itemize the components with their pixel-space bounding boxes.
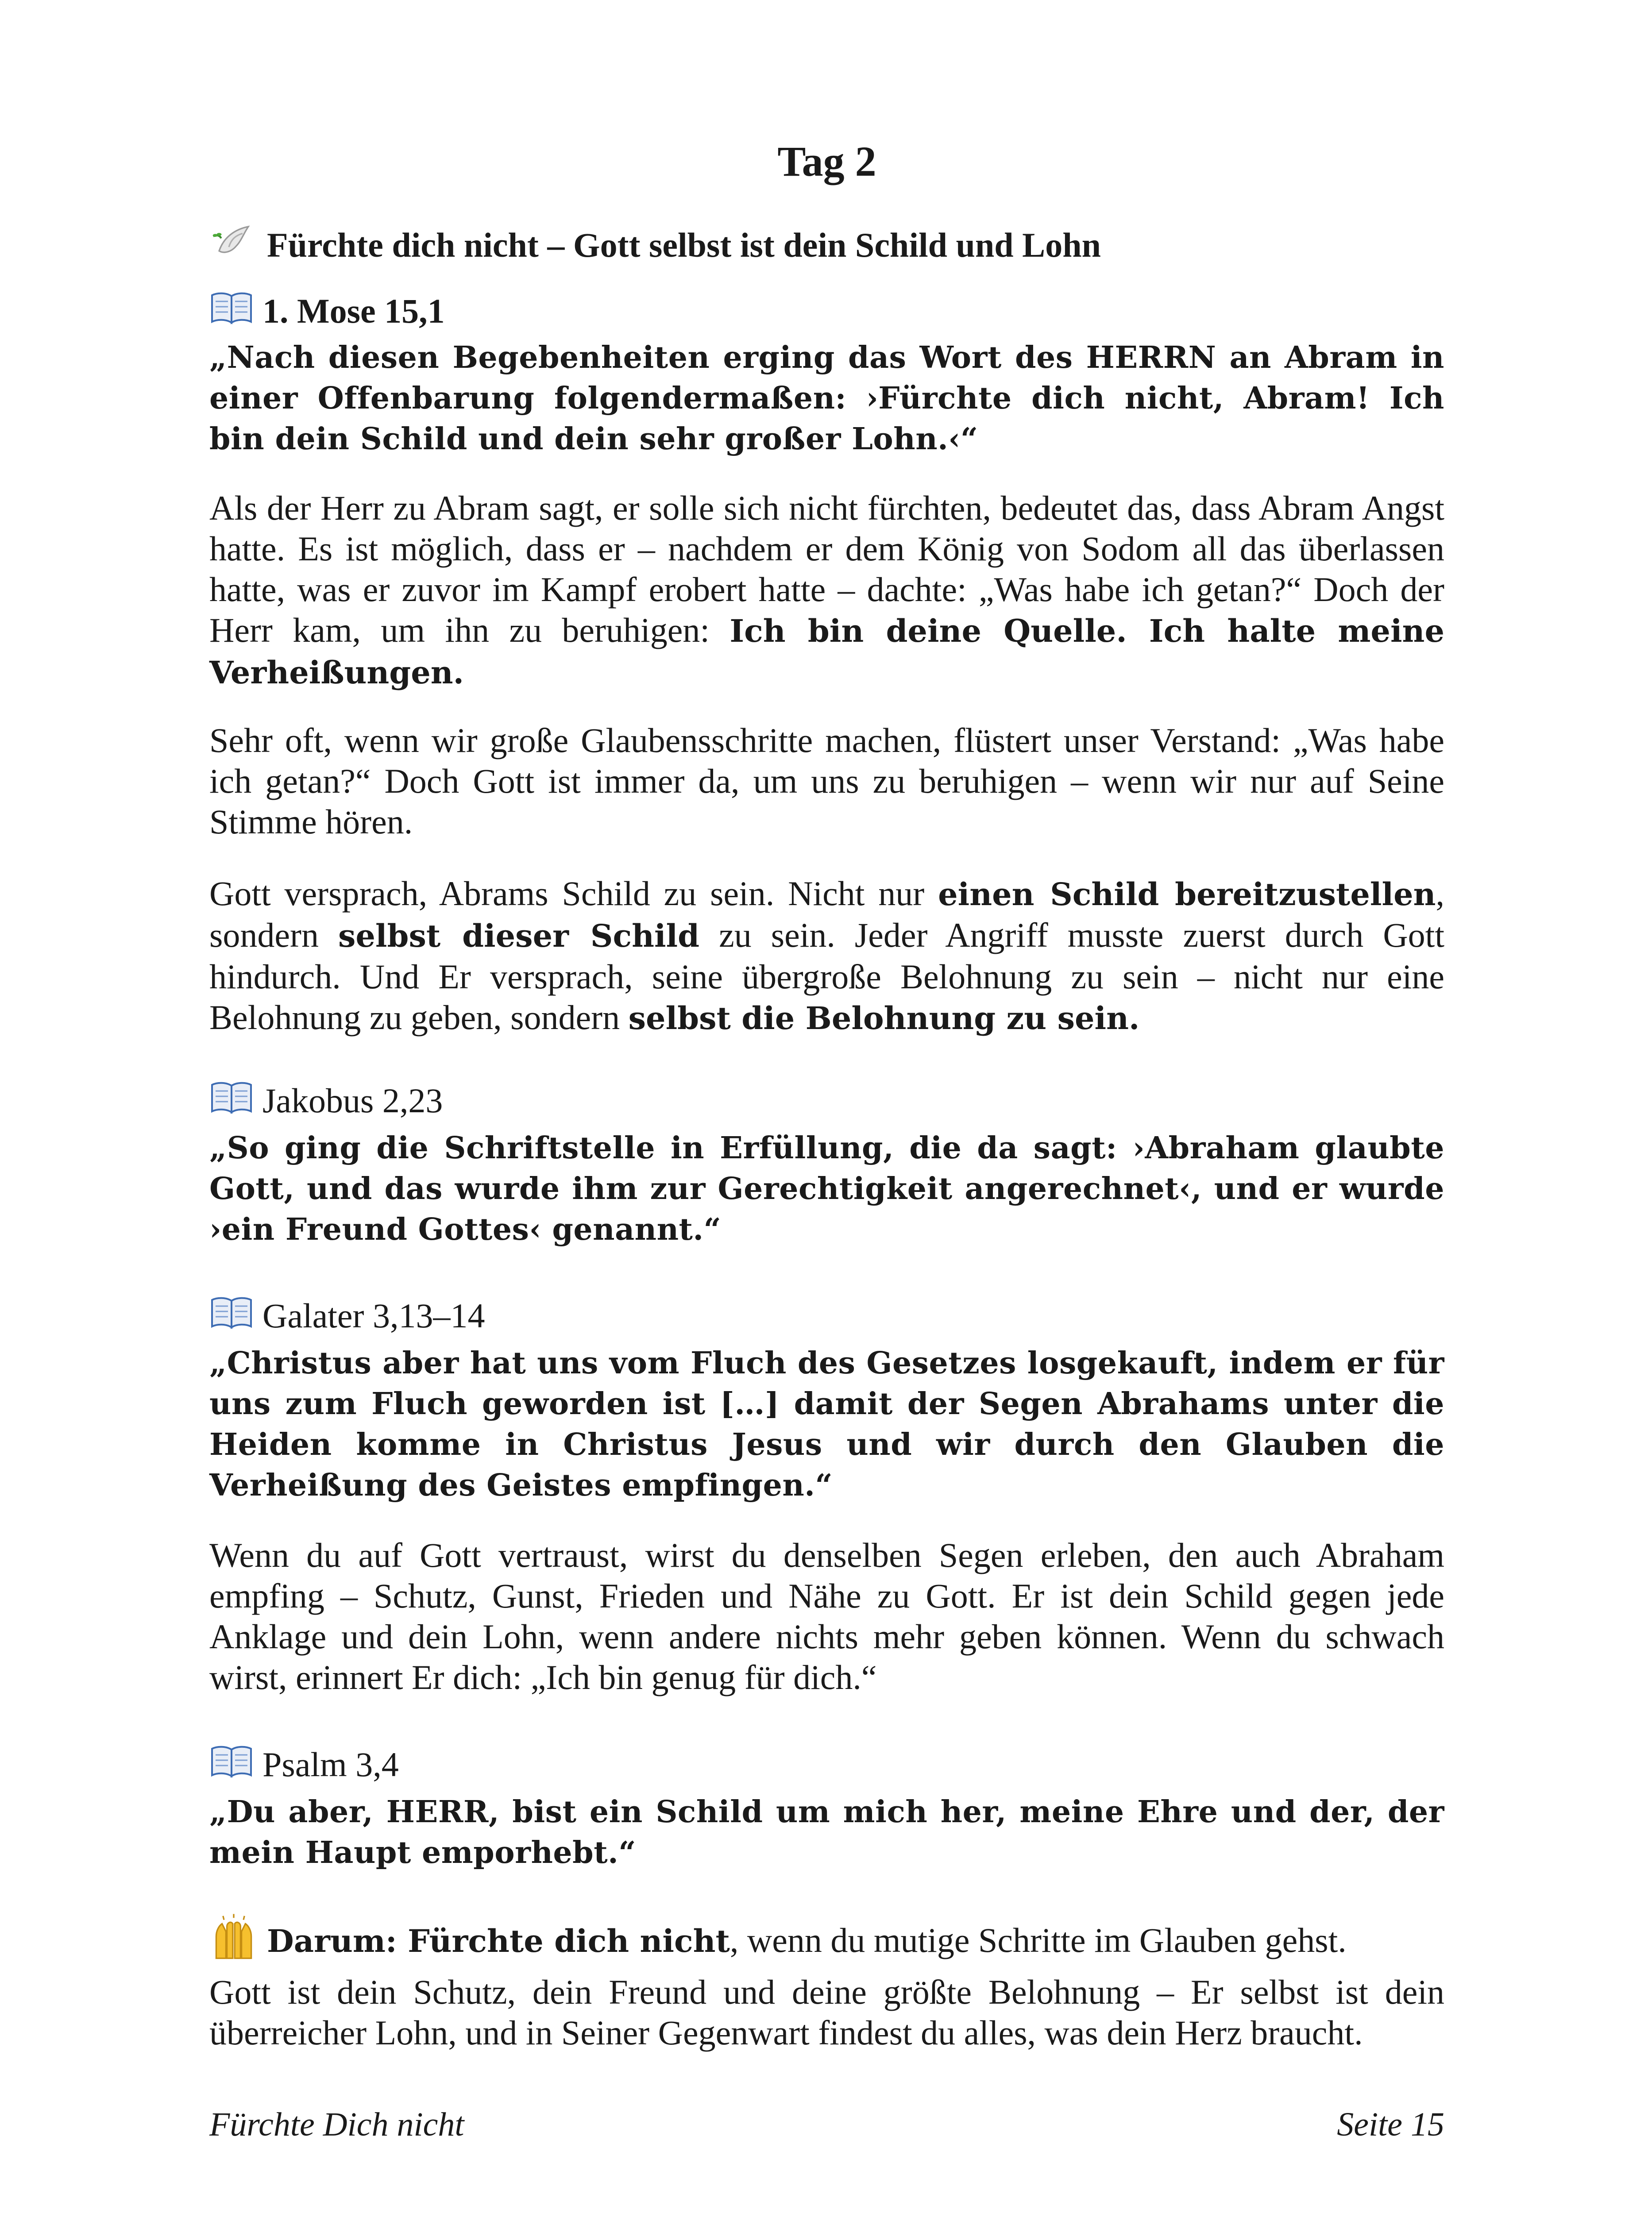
emphasis-text: selbst die Belohnung zu sein. — [628, 1000, 1140, 1037]
paragraph-text: zu sein. Jeder Angriff musste zuerst durch Gott hindurch. Und Er versprach, seine übergroße Belohnung zu sein – nicht nur eine Belohnung zu geben, sondern — [209, 916, 1444, 1037]
open-book-icon — [209, 290, 254, 339]
reference-jakobus — [209, 1076, 1444, 1129]
paragraph-text: , sondern — [209, 874, 1445, 954]
emphasis-text: Ich bin deine Quelle. Ich halte meine Verheißungen. — [209, 613, 1444, 691]
reference-text: Psalm 3,4 — [262, 1745, 399, 1784]
quote-mose: „Nach diesen Begebenheiten erging das Wort des HERRN an Abram in einer Offenbarung folgendermaßen: ›Fürchte dich nicht, Abram! Ich bin dein Schild und dein sehr großer Lohn.‹“ — [209, 340, 1444, 457]
day-title: Tag 2 — [777, 138, 876, 185]
subtitle-text: Fürchte dich nicht – Gott selbst ist dein Schild und Lohn — [267, 225, 1101, 264]
emphasis-text: selbst dieser Schild — [338, 918, 700, 954]
conclusion-paragraph: Gott ist dein Schutz, dein Freund und deine größte Belohnung – Er selbst ist dein überreicher Lohn, und in Seiner Gegenwart findest du alles, was dein Herz braucht. — [209, 1973, 1444, 2052]
conclusion-bold: Darum: Fürchte dich nicht — [267, 1922, 730, 1959]
footer-book-title: Fürchte Dich nicht — [209, 2106, 464, 2143]
paragraph-text: Gott versprach, Abrams Schild zu sein. Nicht nur — [209, 874, 938, 913]
subtitle — [209, 217, 1444, 281]
conclusion-line — [209, 1912, 1444, 1976]
reference-text: Galater 3,13–14 — [262, 1296, 485, 1335]
reference-galater — [209, 1292, 1444, 1344]
reference-mose — [209, 287, 1444, 339]
reference-text: 1. Mose 15,1 — [262, 292, 445, 330]
paragraph-faith-steps: Sehr oft, wenn wir große Glaubensschritte machen, flüstert unser Verstand: „Was habe ich getan?“ Doch Gott ist immer da, um uns zu beruhigen – wenn wir nur auf Seine Stimme hören. — [209, 721, 1444, 841]
open-book-icon — [209, 1744, 254, 1793]
open-book-icon — [209, 1080, 254, 1129]
quote-jakobus: „So ging die Schriftstelle in Erfüllung, die da sagt: ›Abraham glaubte Gott, und das wurde ihm zur Gerechtigkeit angerechnet‹, und er wurde ›ein Freund Gottes‹ genannt.“ — [209, 1130, 1444, 1247]
quote-psalm: „Du aber, HERR, bist ein Schild um mich her, meine Ehre und der, der mein Haupt emporhebt.“ — [209, 1794, 1444, 1870]
paragraph-abram-fear — [209, 488, 1444, 693]
raised-hands-icon — [209, 1912, 258, 1976]
reference-text: Jakobus 2,23 — [262, 1081, 443, 1120]
footer-page-number: Seite 15 — [1337, 2106, 1444, 2143]
conclusion-rest: , wenn du mutige Schritte im Glauben gehst. — [730, 1920, 1347, 1959]
quote-galater: „Christus aber hat uns vom Fluch des Gesetzes losgekauft, indem er für uns zum Fluch geworden ist […] damit der Segen Abrahams unter die Heiden komme in Christus Jesus und wir durch den Glauben die Verheißung des Geistes empfingen.“ — [209, 1346, 1444, 1503]
paragraph-shield — [209, 873, 1444, 1039]
paragraph-text: Als der Herr zu Abram sagt, er solle sich nicht fürchten, bedeutet das, dass Abram Angst hatte. Es ist möglich, dass er – nachdem er dem König von Sodom all das überlassen hatte, was er zuvor im Kampf erobert hatte – dachte: „Was habe ich getan?“ Doch der Herr kam, um ihn zu beruhigen: — [209, 489, 1444, 649]
open-book-icon — [209, 1295, 254, 1344]
dove-icon — [209, 217, 258, 281]
emphasis-text: einen Schild bereitzustellen — [938, 876, 1436, 913]
reference-psalm — [209, 1740, 1444, 1793]
paragraph-blessing: Wenn du auf Gott vertraust, wirst du denselben Segen erleben, den auch Abraham empfing – Schutz, Gunst, Frieden und Nähe zu Gott. Er ist dein Schild gegen jede Anklage und dein Lohn, wenn andere nichts mehr geben können. Wenn du schwach wirst, erinnert Er dich: „Ich bin genug für dich.“ — [209, 1536, 1444, 1696]
